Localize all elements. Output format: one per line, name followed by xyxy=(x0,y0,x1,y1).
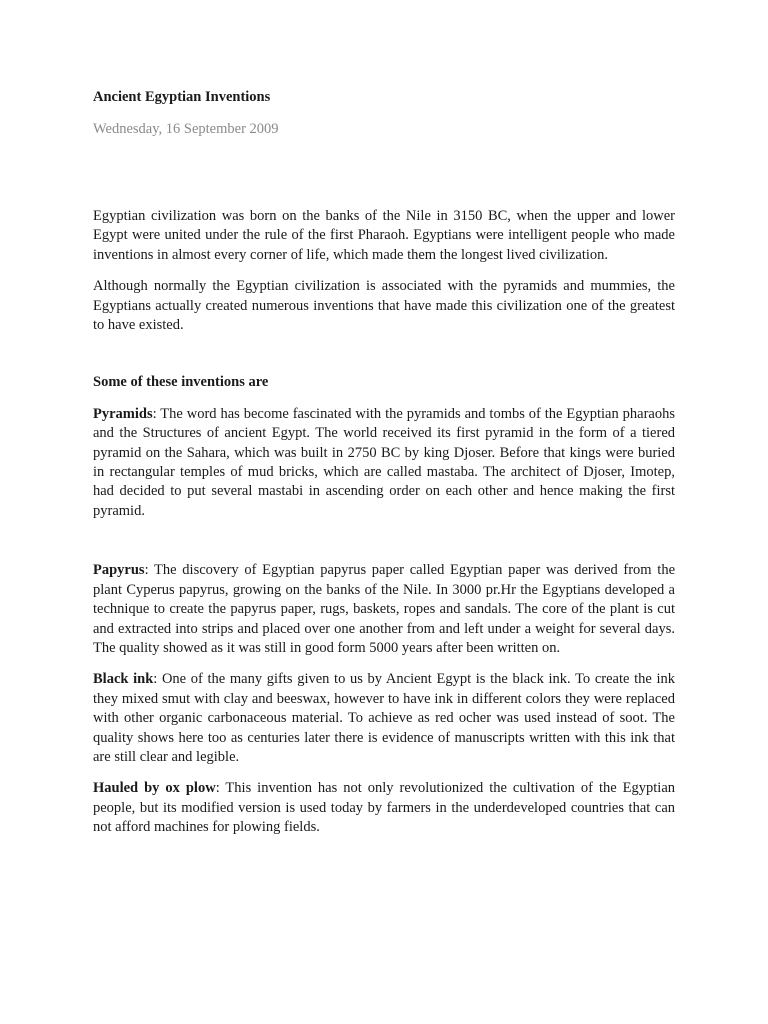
document-body xyxy=(93,207,675,838)
invention-text: : This invention has not only revolutionized the cultivation of the Egyptian people, but its modified version is used today by farmers in the underdeveloped countries that can not afford machines for plowing fields. xyxy=(93,780,676,836)
invention-term: Black ink xyxy=(93,671,154,688)
invention-text: : The word has become fascinated with the pyramids and tombs of the Egyptian pharaohs and the Structures of ancient Egypt. The world received its first pyramid in the form of a tiered pyramid on the Sahara, which was built in 2750 BC by king Djoser. Before that kings were buried in rectangular temples of mud bricks, which are called mastaba. The architect of Djoser, Imotep, had decided to put several mastabi in ascending order on each other and hence making the first pyramid. xyxy=(93,405,675,519)
invention-paragraph-ox-plow xyxy=(93,779,675,837)
invention-paragraph-pyramids xyxy=(93,405,675,521)
section-subheading: Some of these inventions are xyxy=(93,374,269,391)
invention-text: : The discovery of Egyptian papyrus paper called Egyptian paper was derived from the plant Cyperus papyrus, growing on the banks of the Nile. In 3000 pr.Hr the Egyptians developed a technique to create the papyrus paper, rugs, baskets, ropes and sandals. The core of the plant is cut and extracted into strips and placed over one another from and left under a weight for several days. The quality showed as it was still in good form 5000 years after been written on. xyxy=(93,562,675,656)
document-title: Ancient Egyptian Inventions xyxy=(93,89,271,105)
intro-paragraph: Although normally the Egyptian civilization is associated with the pyramids and mummies, the Egyptians actually created numerous inventions that have made this civilization one of the greatest to have existed. xyxy=(93,278,675,334)
invention-term: Pyramids xyxy=(93,405,153,422)
invention-paragraph-papyrus xyxy=(93,561,675,658)
document-date: Wednesday, 16 September 2009 xyxy=(93,121,279,137)
invention-paragraph-black-ink xyxy=(93,670,675,767)
invention-text: : One of the many gifts given to us by Ancient Egypt is the black ink. To create the ink they mixed smut with clay and beeswax, however to have ink in different colors they were replaced with other organic carbonaceous material. To achieve as red ocher was used instead of soot. The quality shows here too as centuries later there is evidence of manuscripts written with this ink that are still clear and legible. xyxy=(93,671,675,765)
invention-term: Papyrus xyxy=(93,562,145,579)
invention-term: Hauled by ox plow xyxy=(93,780,216,797)
intro-paragraph: Egyptian civilization was born on the banks of the Nile in 3150 BC, when the upper and lower Egypt were united under the rule of the first Pharaoh. Egyptians were intelligent people who made inventions in almost every corner of life, which made them the longest lived civilization. xyxy=(93,208,675,263)
